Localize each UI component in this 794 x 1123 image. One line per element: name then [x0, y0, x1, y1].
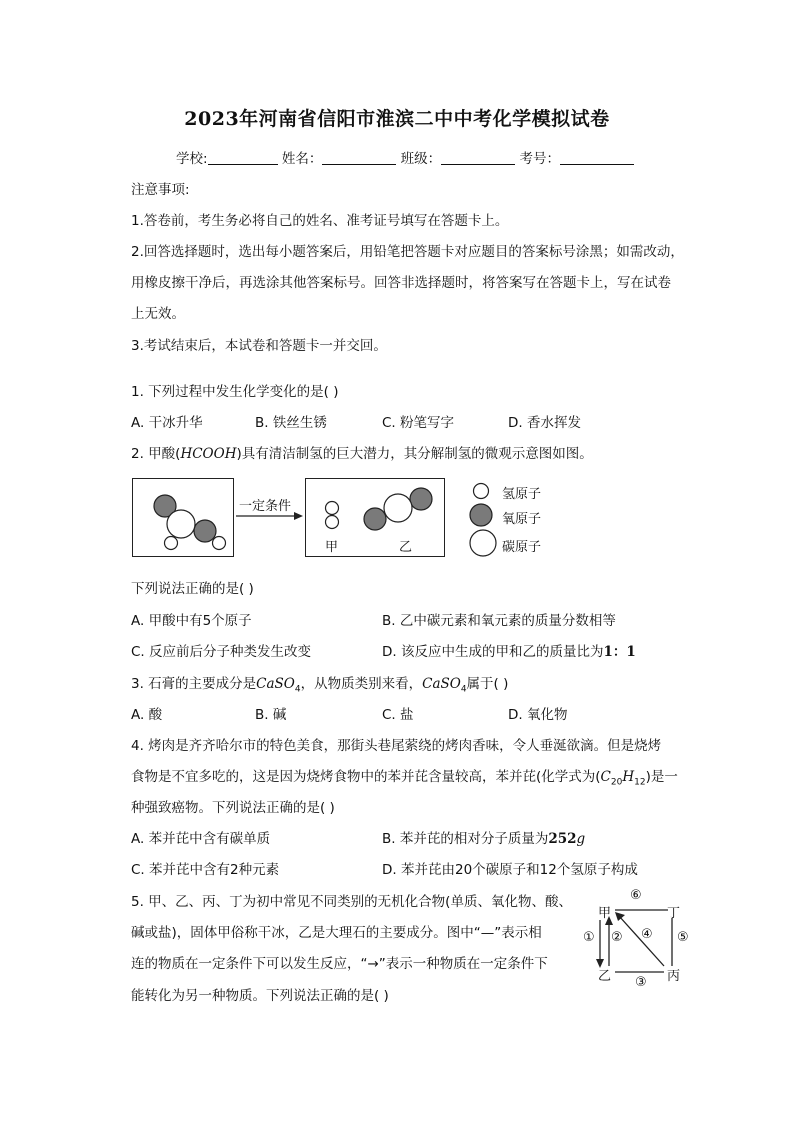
q4-option-b-unit: g	[576, 831, 586, 847]
q2-option-b: B. 乙中碳元素和氧元素的质量分数相等	[382, 613, 616, 629]
notes-item-2-line-2: 用橡皮擦干净后，再选涂其他答案标号。回答非选择题时，将答案写在答题卡上，写在试卷	[131, 275, 671, 291]
label-3: ③	[635, 975, 647, 990]
q4-option-a: A. 苯并芘中含有碳单质	[131, 831, 271, 847]
q4-option-c: C. 苯并芘中含有2种元素	[131, 862, 280, 878]
q4-formula-h-sub: 12	[634, 777, 646, 788]
q3-stem-post: 属于( )	[466, 676, 509, 692]
q5-line-4: 能转化为另一种物质。下列说法正确的是( )	[131, 988, 389, 1004]
q4-formula-c-sub: 20	[610, 777, 623, 788]
legend-oxygen-label: 氧原子	[502, 512, 542, 527]
q5-line-2: 碱或盐)，固体甲俗称干冰，乙是大理石的主要成分。图中“—”表示相	[131, 925, 542, 941]
q3-formula-1: CaSO	[256, 676, 295, 692]
notes-item-1: 1.答卷前，考生务必将自己的姓名、准考证号填写在答题卡上。	[131, 213, 509, 229]
label-6: ⑥	[630, 888, 642, 903]
q2-option-c: C. 反应前后分子种类发生改变	[131, 644, 312, 660]
q4-option-d: D. 苯并芘由20个碳原子和12个氢原子构成	[382, 862, 638, 878]
q5-line-1: 5. 甲、乙、丙、丁为初中常见不同类别的无机化合物(单质、氧化物、酸、	[131, 894, 572, 910]
q4-option-b-value: 252	[548, 831, 577, 847]
q2-ask: 下列说法正确的是( )	[131, 581, 254, 597]
q3-option-b: B. 碱	[255, 707, 287, 723]
node-ding: 丁	[667, 906, 681, 921]
exam-no-label: 考号：	[519, 151, 560, 167]
product-jia-label: 甲	[325, 540, 339, 555]
label-2: ②	[611, 930, 623, 945]
notes-item-2-line-1: 2.回答选择题时，选出每小题答案后，用铅笔把答题卡对应题目的答案标号涂黑；如需改动，	[131, 244, 684, 260]
q1-stem: 1. 下列过程中发生化学变化的是( )	[131, 384, 339, 400]
q3-formula-1-sub: 4	[294, 684, 301, 695]
q4-line-2-post: )是一	[645, 769, 678, 785]
school-label: 学校:	[176, 151, 208, 167]
class-label: 班级：	[400, 151, 442, 167]
q3-formula-2-sub: 4	[460, 684, 467, 695]
q1-option-c: C. 粉笔写字	[382, 415, 455, 431]
q3-option-a: A. 酸	[131, 707, 163, 723]
q4-option-b-text: B. 苯并芘的相对分子质量为	[382, 831, 549, 847]
q1-option-a: A. 干冰升华	[131, 415, 203, 431]
legend-carbon-label: 碳原子	[502, 540, 542, 555]
label-4: ④	[641, 927, 653, 942]
q2-option-a: A. 甲酸中有5个原子	[131, 613, 252, 629]
notes-item-2-line-3: 上无效。	[131, 306, 185, 322]
label-1: ①	[583, 930, 595, 945]
q2-option-d-text: D. 该反应中生成的甲和乙的质量比为	[382, 644, 604, 660]
q2-formula: HCOOH	[180, 446, 237, 462]
q5-line-3: 连的物质在一定条件下可以发生反应，“→”表示一种物质在一定条件下	[131, 956, 548, 972]
q2-option-d-ratio: 1：1	[603, 644, 636, 660]
name-label: 姓名：	[281, 151, 323, 167]
q3-option-c: C. 盐	[382, 707, 414, 723]
notes-heading: 注意事项:	[131, 182, 190, 198]
page-title: 2023年河南省信阳市淮滨二中中考化学模拟试卷	[184, 108, 610, 130]
notes-item-3: 3.考试结束后，本试卷和答题卡一并交回。	[131, 338, 387, 354]
q4-formula-h: H	[622, 769, 635, 785]
q4-line-1: 4. 烤肉是齐齐哈尔市的特色美食，那街头巷尾萦绕的烤肉香味，令人垂涎欲滴。但是烧烤	[131, 738, 662, 754]
q4-line-3: 种强致癌物。下列说法正确的是( )	[131, 800, 335, 816]
legend-hydrogen-label: 氢原子	[502, 487, 542, 502]
arrow-bing-to-jia-head	[615, 912, 625, 921]
q1-option-b: B. 铁丝生锈	[255, 415, 327, 431]
q2-stem-post: )具有清洁制氢的巨大潜力，其分解制氢的微观示意图如图。	[236, 446, 593, 462]
q3-stem-pre: 3. 石膏的主要成分是	[131, 676, 257, 692]
q3-stem-mid: ，从物质类别来看，	[300, 676, 423, 692]
q1-option-d: D. 香水挥发	[508, 415, 581, 431]
q3-option-d: D. 氧化物	[508, 707, 568, 723]
q4-formula-c: C	[600, 769, 611, 785]
arrow-condition-label: 一定条件	[239, 499, 292, 514]
q4-line-2-pre: 食物是不宜多吃的，这是因为烧烤食物中的苯并芘含量较高，苯并芘(化学式为(	[131, 769, 601, 785]
label-5: ⑤	[677, 930, 689, 945]
node-bing: 丙	[667, 969, 681, 984]
node-yi: 乙	[598, 969, 612, 984]
q2-stem-pre: 2. 甲酸(	[131, 446, 181, 462]
product-yi-label: 乙	[399, 540, 413, 555]
node-jia: 甲	[598, 906, 612, 921]
q3-formula-2: CaSO	[422, 676, 461, 692]
